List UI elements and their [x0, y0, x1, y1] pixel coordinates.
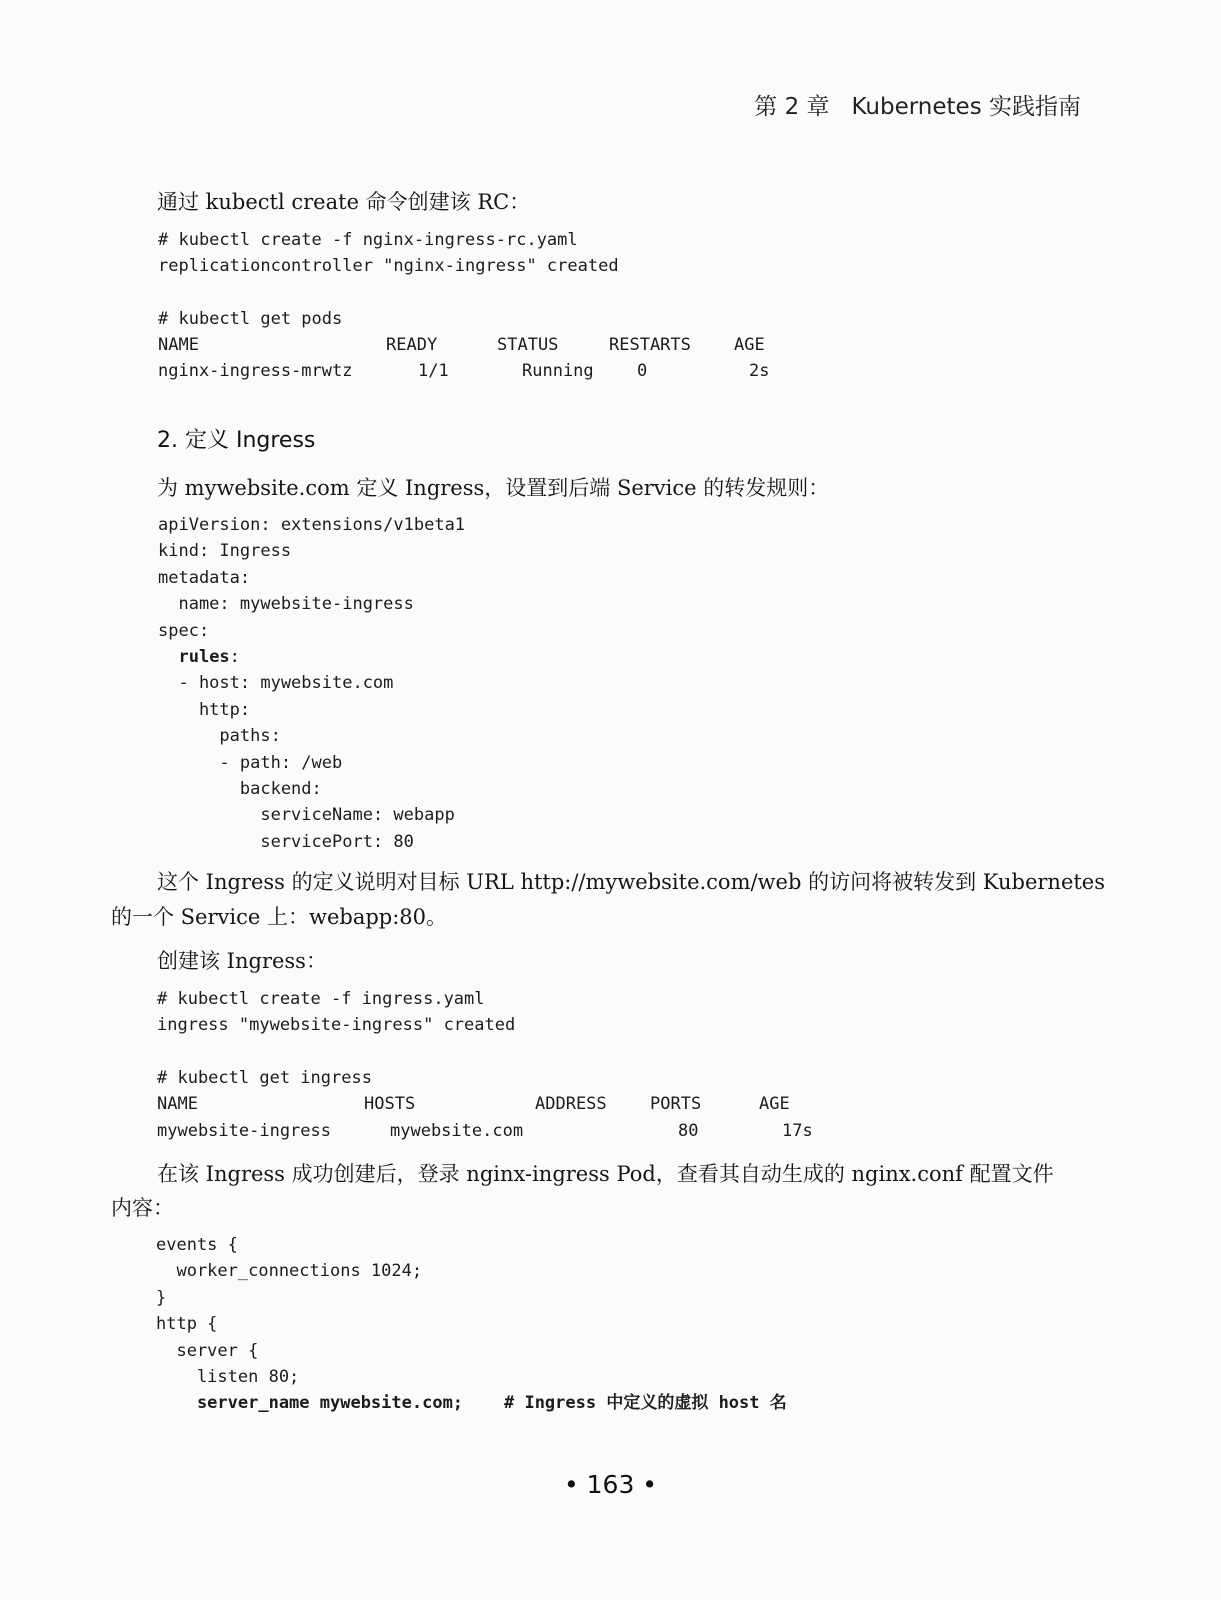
paragraph-create-ingress: 创建该 Ingress： — [157, 949, 327, 973]
code-line: metadata: — [158, 567, 251, 588]
code-line: # kubectl create -f ingress.yaml — [157, 989, 485, 1009]
table-cell: 2s — [749, 361, 770, 381]
paragraph-login-line2: 内容： — [111, 1196, 174, 1220]
table-cell: 0 — [637, 361, 648, 381]
code-line: ingress "mywebsite-ingress" created — [157, 1015, 516, 1036]
code-line: - host: mywebsite.com — [158, 673, 394, 694]
page-number: • 163 • — [563, 1470, 658, 1499]
rules-keyword: rules — [178, 647, 230, 668]
code-line: servicePort: 80 — [158, 831, 414, 852]
code-line: worker_connections 1024; — [156, 1261, 423, 1282]
code-block-nginx-conf — [156, 1232, 787, 1417]
code-line-rules: rules: — [178, 647, 240, 668]
table-header-cell: STATUS — [497, 335, 559, 355]
code-line: spec: — [158, 620, 210, 641]
chapter-label: 第 2 章 — [754, 94, 830, 120]
table-header-cell: AGE — [734, 335, 765, 355]
code-line: server { — [156, 1340, 259, 1361]
code-line: name: mywebsite-ingress — [158, 594, 414, 615]
paragraph-explain-line1: 这个 Ingress 的定义说明对目标 URL http://mywebsite.com/web 的访问将被转发到 Kubernetes — [157, 870, 1106, 894]
code-line: http { — [156, 1314, 218, 1335]
code-line: listen 80; — [156, 1367, 300, 1388]
paragraph-explain-line2: 的一个 Service 上：webapp:80。 — [111, 905, 448, 929]
code-line: - path: /web — [158, 752, 343, 773]
table-row — [0, 1118, 1221, 1144]
table-header-row — [0, 1091, 1221, 1117]
code-line: backend: — [158, 779, 322, 800]
code-line: serviceName: webapp — [158, 805, 455, 826]
table-header-cell: RESTARTS — [609, 335, 691, 355]
section-heading: 2. 定义 Ingress — [157, 428, 316, 453]
code-block-create-rc — [158, 227, 619, 333]
code-line: # kubectl get pods — [158, 309, 343, 330]
table-header-cell: PORTS — [650, 1094, 702, 1114]
code-line: replicationcontroller "nginx-ingress" created — [158, 256, 619, 277]
table-header-cell: NAME — [158, 335, 199, 355]
code-block-create-ingress — [157, 986, 515, 1092]
table-cell: 80 — [678, 1121, 699, 1141]
table-row — [0, 358, 1221, 384]
code-line: events { — [156, 1235, 238, 1255]
table-cell: mywebsite.com — [390, 1121, 524, 1141]
table-cell: 17s — [782, 1121, 813, 1141]
code-block-ingress-yaml — [158, 512, 465, 855]
paragraph-login-line1: 在该 Ingress 成功创建后，登录 nginx-ingress Pod，查看其自动生成的 nginx.conf 配置文件 — [157, 1162, 1054, 1186]
chapter-title: Kubernetes 实践指南 — [851, 94, 1081, 120]
code-line: kind: Ingress — [158, 541, 292, 562]
code-line-server-name: server_name mywebsite.com; # Ingress 中定义的虚拟 host 名 — [156, 1393, 787, 1414]
table-header-cell: HOSTS — [364, 1094, 416, 1114]
table-cell: 1/1 — [418, 361, 449, 381]
paragraph-create-rc: 通过 kubectl create 命令创建该 RC： — [157, 190, 531, 214]
table-cell: Running — [522, 361, 594, 381]
table-cell: nginx-ingress-mrwtz — [158, 361, 353, 381]
code-line: } — [156, 1287, 167, 1308]
table-header-cell: NAME — [157, 1094, 198, 1114]
table-cell: mywebsite-ingress — [157, 1121, 331, 1141]
paragraph-define-ingress: 为 mywebsite.com 定义 Ingress，设置到后端 Service 的转发规则： — [157, 476, 830, 500]
code-line: # kubectl create -f nginx-ingress-rc.yaml — [158, 230, 578, 250]
code-line: http: — [158, 699, 251, 720]
table-header-cell: AGE — [759, 1094, 790, 1114]
code-line: # kubectl get ingress — [157, 1068, 372, 1089]
table-header-row — [0, 332, 1221, 358]
code-line: paths: — [158, 726, 281, 747]
table-header-cell: ADDRESS — [535, 1094, 607, 1114]
table-header-cell: READY — [386, 335, 438, 355]
code-line: apiVersion: extensions/v1beta1 — [158, 515, 466, 535]
running-header — [754, 88, 1081, 121]
